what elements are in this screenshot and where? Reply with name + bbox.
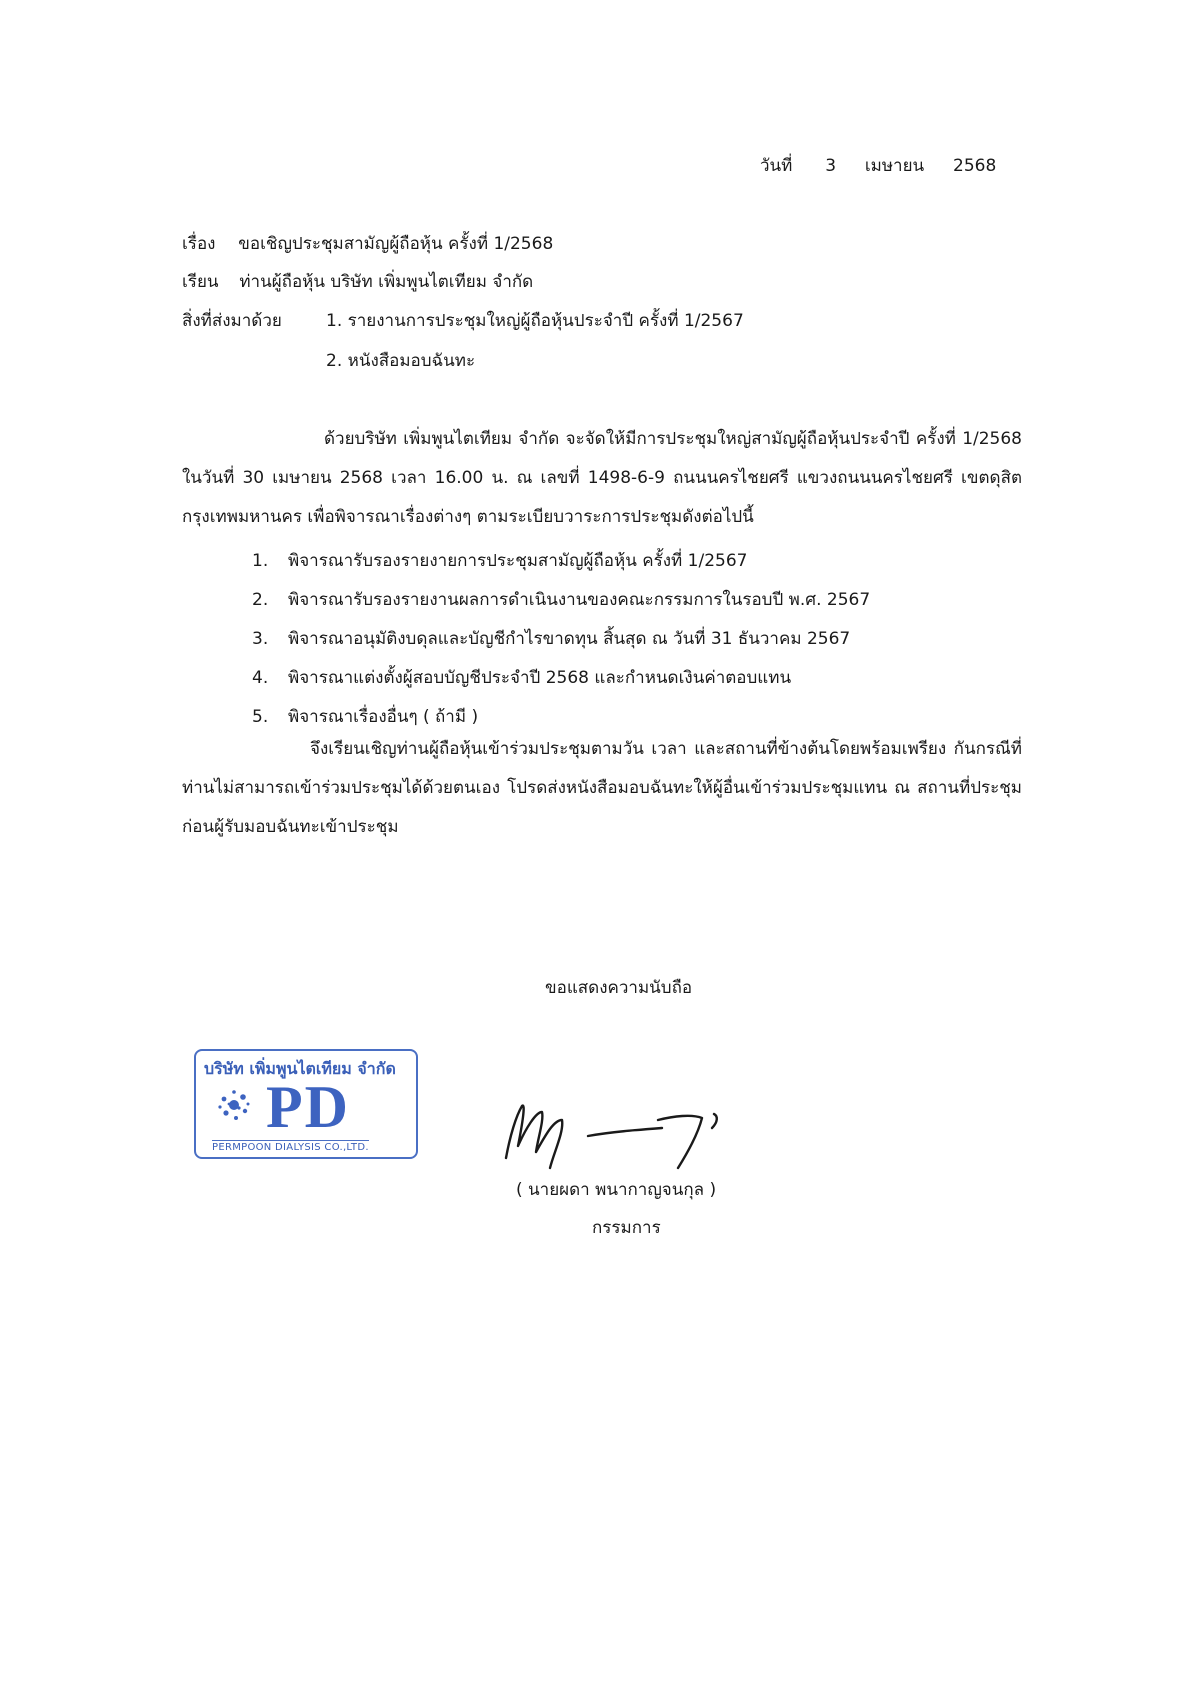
agenda-list <box>252 542 870 737</box>
recipient-text: ท่านผู้ถือหุ้น บริษัท เพิ่มพูนไตเทียม จำกัด <box>239 272 534 292</box>
body-closing-paragraph <box>182 730 1022 847</box>
recipient-label: เรียน <box>182 272 219 292</box>
signer-title: กรรมการ <box>592 1218 661 1238</box>
date-line <box>760 152 996 179</box>
body-intro-paragraph <box>182 420 1022 537</box>
agenda-item-number: 2. <box>252 590 269 610</box>
stamp-splash-icon <box>214 1085 254 1125</box>
date-label: วันที่ <box>760 156 793 176</box>
body-closing-text: จึงเรียนเชิญท่านผู้ถือหุ้นเข้าร่วมประชุมตามวัน เวลา และสถานที่ข้างต้นโดยพร้อมเพรียง กันกรณีที่ท่านไม่สามารถเข้าร่วมประชุมได้ด้วยตนเอง โปรดส่งหนังสือมอบฉันทะให้ผู้อื่นเข้าร่วมประชุมแทน ณ สถานที่ประชุมก่อนผู้รับมอบฉันทะเข้าประชุม <box>182 739 1022 837</box>
signer-name: ( นายผดา พนากาญจนกุล ) <box>516 1180 717 1200</box>
agenda-item-text: พิจารณารับรองรายงานผลการดำเนินงานของคณะกรรมการในรอบปี พ.ศ. 2567 <box>288 590 871 610</box>
stamp-logo-text: PD <box>266 1074 350 1140</box>
body-intro-text: ด้วยบริษัท เพิ่มพูนไตเทียม จำกัด จะจัดให้มีการประชุมใหญ่สามัญผู้ถือหุ้นประจำปี ครั้งที่ 1/2568 ในวันที่ 30 เมษายน 2568 เวลา 16.00 น. ณ เลขที่ 1498-6-9 ถนนนครไชยศรี แขวงถนนนครไชยศรี เขตดุสิต กรุงเทพมหานคร เพื่อพิจารณาเรื่องต่างๆ ตามระเบียบวาระการประชุมดังต่อไปนี้ <box>182 429 1022 527</box>
enclosures-label: สิ่งที่ส่งมาด้วย <box>182 311 282 331</box>
agenda-item-number: 1. <box>252 551 269 571</box>
agenda-item <box>252 581 870 620</box>
agenda-item <box>252 659 870 698</box>
company-stamp <box>194 1049 418 1159</box>
agenda-item-number: 5. <box>252 707 269 727</box>
date-year: 2568 <box>953 156 997 176</box>
recipient-line <box>182 268 533 295</box>
enclosure-item-1: 1. รายงานการประชุมใหญ่ผู้ถือหุ้นประจำปี ครั้งที่ 1/2567 <box>326 311 744 331</box>
date-day: 3 <box>825 156 837 176</box>
handwritten-signature <box>492 1076 752 1171</box>
agenda-item-text: พิจารณาแต่งตั้งผู้สอบบัญชีประจำปี 2568 และกำหนดเงินค่าตอบแทน <box>288 668 792 688</box>
agenda-item-number: 4. <box>252 668 269 688</box>
complimentary-close: ขอแสดงความนับถือ <box>545 978 693 998</box>
subject-text: ขอเชิญประชุมสามัญผู้ถือหุ้น ครั้งที่ 1/2568 <box>238 234 554 254</box>
enclosure-item-2: 2. หนังสือมอบฉันทะ <box>326 351 476 371</box>
subject-line <box>182 230 553 257</box>
agenda-item-text: พิจารณาอนุมัติงบดุลและบัญชีกำไรขาดทุน สิ้นสุด ณ วันที่ 31 ธันวาคม 2567 <box>288 629 851 649</box>
stamp-company-english: PERMPOON DIALYSIS CO.,LTD. <box>212 1142 369 1153</box>
stamp-company-thai: บริษัท เพิ่มพูนไตเทียม จำกัด <box>204 1059 396 1078</box>
agenda-item-number: 3. <box>252 629 269 649</box>
agenda-item-text: พิจารณาเรื่องอื่นๆ ( ถ้ามี ) <box>288 707 479 727</box>
date-month: เมษายน <box>864 156 925 176</box>
subject-label: เรื่อง <box>182 234 216 254</box>
agenda-item <box>252 542 870 581</box>
agenda-item <box>252 620 870 659</box>
agenda-item-text: พิจารณารับรองรายงายการประชุมสามัญผู้ถือหุ้น ครั้งที่ 1/2567 <box>288 551 748 571</box>
